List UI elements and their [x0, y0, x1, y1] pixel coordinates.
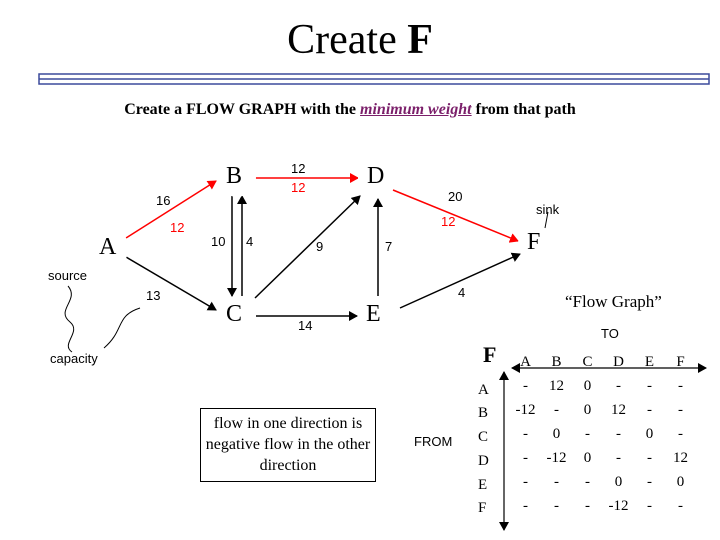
- matrix-cell: -: [616, 425, 621, 442]
- matrix-cell: 0: [552, 425, 561, 442]
- title-prefix: Create: [287, 17, 408, 63]
- subtitle-emphasis: minimum weight: [360, 101, 472, 118]
- edge-ed-capacity: 7: [385, 239, 393, 254]
- matrix-col-header: A: [520, 353, 531, 370]
- matrix-cell: -12: [546, 449, 567, 466]
- node-e-label: E: [366, 301, 381, 327]
- matrix-cell: -: [647, 401, 652, 418]
- edge-bd-capacity: 12: [291, 161, 306, 176]
- matrix-cell: -: [678, 377, 683, 394]
- node-d-label: D: [367, 163, 385, 189]
- node-a-label: A: [99, 234, 117, 260]
- edge-bc-capacity-down: 10: [211, 234, 226, 249]
- matrix-cell: -: [647, 497, 652, 514]
- edge-ce-capacity: 14: [298, 318, 313, 333]
- matrix-cell: 0: [583, 449, 592, 466]
- edge-cd-capacity: 9: [316, 239, 324, 254]
- matrix-cell: -: [647, 449, 652, 466]
- matrix-cell: -: [585, 425, 590, 442]
- matrix-cell: 12: [673, 449, 688, 466]
- matrix-row: [510, 494, 696, 518]
- matrix-row-label-f: F: [478, 500, 487, 516]
- edge-c-d: [255, 196, 360, 298]
- matrix-cell: -: [678, 401, 683, 418]
- matrix-cell: -: [647, 377, 652, 394]
- matrix-cell: 0: [645, 425, 654, 442]
- matrix-cell: 0: [583, 401, 592, 418]
- matrix-cell: -: [554, 473, 559, 490]
- matrix-cell: -: [523, 377, 528, 394]
- matrix-cell: 12: [549, 377, 564, 394]
- matrix-cell: -: [678, 425, 683, 442]
- matrix-cell: -: [523, 497, 528, 514]
- matrix-col-header: D: [613, 353, 624, 370]
- matrix-row-label-e: E: [478, 477, 488, 493]
- matrix-title: F: [483, 342, 497, 367]
- matrix-cell: 0: [676, 473, 685, 490]
- matrix-cell: -: [554, 497, 559, 514]
- matrix-cell: -: [523, 473, 528, 490]
- edge-ab-capacity: 16: [156, 193, 171, 208]
- edge-a-c: [126, 257, 216, 310]
- matrix-cell: -: [523, 425, 528, 442]
- matrix-cell: 0: [583, 377, 592, 394]
- edge-ab-flow: 12: [170, 220, 185, 235]
- matrix-to-label: TO: [601, 326, 619, 341]
- node-b-label: B: [226, 163, 243, 189]
- flow-matrix: [510, 350, 696, 518]
- edge-df-capacity: 20: [448, 189, 463, 204]
- edge-df-flow: 12: [441, 214, 456, 229]
- matrix-cell: -12: [515, 401, 536, 418]
- capacity-pointer: [104, 308, 140, 348]
- matrix-row-label-a: A: [478, 382, 489, 398]
- matrix-row-label-d: D: [478, 453, 489, 469]
- matrix-col-header: E: [644, 353, 655, 370]
- node-f-label: F: [527, 229, 541, 255]
- node-c-label: C: [226, 301, 243, 327]
- matrix-cell: -: [678, 497, 683, 514]
- subtitle-before: Create a FLOW GRAPH with the: [124, 101, 361, 118]
- matrix-row-label-c: C: [478, 429, 489, 445]
- edge-cb-capacity-up: 4: [246, 234, 254, 249]
- matrix-cell: -: [616, 377, 621, 394]
- edge-ac-capacity: 13: [146, 288, 161, 303]
- matrix-cell: 0: [614, 473, 623, 490]
- matrix-cell: -: [523, 449, 528, 466]
- flow-graph-label: “Flow Graph”: [565, 292, 662, 311]
- matrix-col-header: B: [551, 353, 562, 370]
- source-pointer: [65, 286, 74, 352]
- matrix-row: [510, 398, 696, 422]
- title-letter: F: [407, 17, 433, 63]
- matrix-row: [510, 446, 696, 470]
- matrix-col-header: F: [676, 353, 685, 370]
- matrix-cell: -: [585, 473, 590, 490]
- edge-ef-capacity: 4: [458, 285, 466, 300]
- matrix-from-label: FROM: [414, 434, 453, 449]
- matrix-row: [510, 470, 696, 494]
- matrix-cell: -: [647, 473, 652, 490]
- matrix-cell: -12: [608, 497, 629, 514]
- sink-label: sink: [536, 202, 560, 217]
- matrix-row-label-b: B: [478, 405, 489, 421]
- matrix-row: [510, 374, 696, 398]
- matrix-cell: -: [554, 401, 559, 418]
- matrix-cell: 12: [611, 401, 626, 418]
- matrix-header-row: [510, 350, 696, 374]
- note-box: flow in one direction is negative flow in the other direction: [200, 408, 376, 482]
- matrix-cell: -: [585, 497, 590, 514]
- matrix-col-header: C: [582, 353, 593, 370]
- matrix-cell: -: [616, 449, 621, 466]
- source-label: source: [48, 268, 88, 283]
- subtitle-after: from that path: [471, 101, 576, 118]
- edge-bd-flow: 12: [291, 180, 306, 195]
- matrix-row: [510, 422, 696, 446]
- capacity-label: capacity: [50, 351, 98, 366]
